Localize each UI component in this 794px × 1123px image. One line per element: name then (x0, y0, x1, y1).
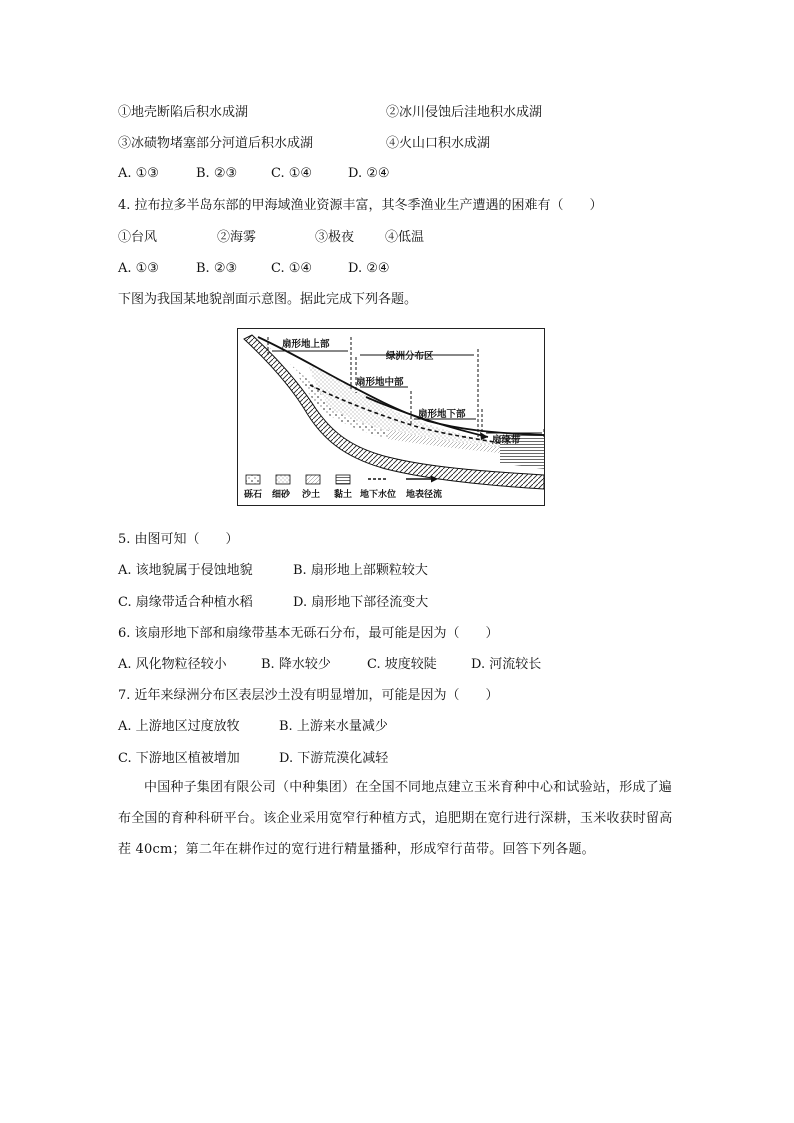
legend-gravel-label: 砾石 (244, 490, 263, 500)
q4-item-4: ④低温 (385, 230, 425, 245)
figure-intro: 下图为我国某地貌剖面示意图。据此完成下列各题。 (118, 292, 418, 307)
legend-runoff-label: 地表径流 (406, 490, 443, 500)
q6-option-a: A. 风化物粒径较小 (118, 657, 227, 672)
label-lower-fan: 扇形地下部 (418, 409, 466, 420)
answer-row-q3 (118, 165, 390, 183)
q7-option-c: C. 下游地区植被增加 (118, 751, 240, 766)
q4-answer-c: C. ①④ (271, 261, 313, 276)
legend-sandy-soil-label: 沙土 (302, 490, 321, 500)
q6-option-d: D. 河流较长 (471, 657, 542, 672)
legend-gravel-swatch (246, 475, 260, 484)
q4-items (118, 229, 424, 247)
seed-company-passage (118, 772, 678, 865)
q4-answer-d: D. ②④ (348, 261, 390, 276)
q4-answer-a: A. ①③ (118, 261, 159, 276)
legend-fine-sand-swatch (276, 475, 290, 484)
label-upper-fan: 扇形地上部 (282, 339, 330, 350)
q7-option-b: B. 上游来水量减少 (279, 719, 388, 734)
legend-water-table-label: 地下水位 (360, 490, 397, 500)
answer-d: D. ②④ (348, 166, 390, 181)
q5-stem: 5. 由图可知（ ） (118, 532, 239, 547)
q6-option-c: C. 坡度较陡 (367, 657, 437, 672)
q5-option-d: D. 扇形地下部径流变大 (293, 595, 429, 610)
label-oasis: 绿洲分布区 (386, 351, 434, 362)
q7-row-2 (118, 750, 388, 768)
legend-clay-label: 黏土 (334, 490, 353, 500)
choice-3: ③冰碛物堵塞部分河道后积水成湖 (118, 136, 314, 151)
landform-profile-figure (237, 328, 545, 506)
label-fan-edge: 扇缘带 (492, 435, 521, 446)
q5-option-b: B. 扇形地上部颗粒较大 (293, 563, 428, 578)
landform-profile-svg (238, 329, 544, 505)
q4-item-1: ①台风 (118, 230, 158, 245)
legend-sandy-soil-swatch (306, 475, 320, 484)
q7-option-d: D. 下游荒漠化减轻 (279, 751, 389, 766)
passage-text: 中国种子集团有限公司（中种集团）在全国不同地点建立玉米育种中心和试验站，形成了遍布全国的育种科研平台。该企业采用宽窄行种植方式，追肥期在宽行进行深耕，玉米收获时留高茬 40cm；第二年在耕作过的宽行进行精量播种，形成窄行苗带。回答下列各题。 (118, 780, 673, 857)
q7-row-1 (118, 718, 388, 736)
choice-2: ②冰川侵蚀后洼地积水成湖 (386, 105, 543, 120)
q7-option-a: A. 上游地区过度放牧 (118, 719, 240, 734)
q6-option-b: B. 降水较少 (261, 657, 331, 672)
q7-stem: 7. 近年来绿洲分布区表层沙土没有明显增加，可能是因为（ ） (118, 688, 499, 703)
q4-answers (118, 260, 390, 278)
answer-c: C. ①④ (271, 166, 313, 181)
q4-answer-b: B. ②③ (196, 261, 238, 276)
choice-4: ④火山口积水成湖 (386, 136, 491, 151)
answer-b: B. ②③ (196, 166, 238, 181)
choice-1: ①地壳断陷后积水成湖 (118, 105, 249, 120)
q5-row-1 (118, 562, 428, 580)
legend-fine-sand-label: 细砂 (272, 490, 291, 500)
q4-item-3: ③极夜 (315, 230, 355, 245)
legend-clay-swatch (336, 475, 350, 484)
answer-a: A. ①③ (118, 166, 159, 181)
q4-item-2: ②海雾 (217, 230, 257, 245)
q6-stem: 6. 该扇形地下部和扇缘带基本无砾石分布，最可能是因为（ ） (118, 626, 499, 641)
q5-option-a: A. 该地貌属于侵蚀地貌 (118, 563, 253, 578)
label-middle-fan: 扇形地中部 (356, 377, 404, 388)
q5-option-c: C. 扇缘带适合种植水稻 (118, 595, 253, 610)
q5-row-2 (118, 594, 428, 612)
q4-stem: 4. 拉布拉多半岛东部的甲海域渔业资源丰富，其冬季渔业生产遭遇的困难有（ ） (118, 198, 603, 213)
q6-options (118, 656, 541, 674)
